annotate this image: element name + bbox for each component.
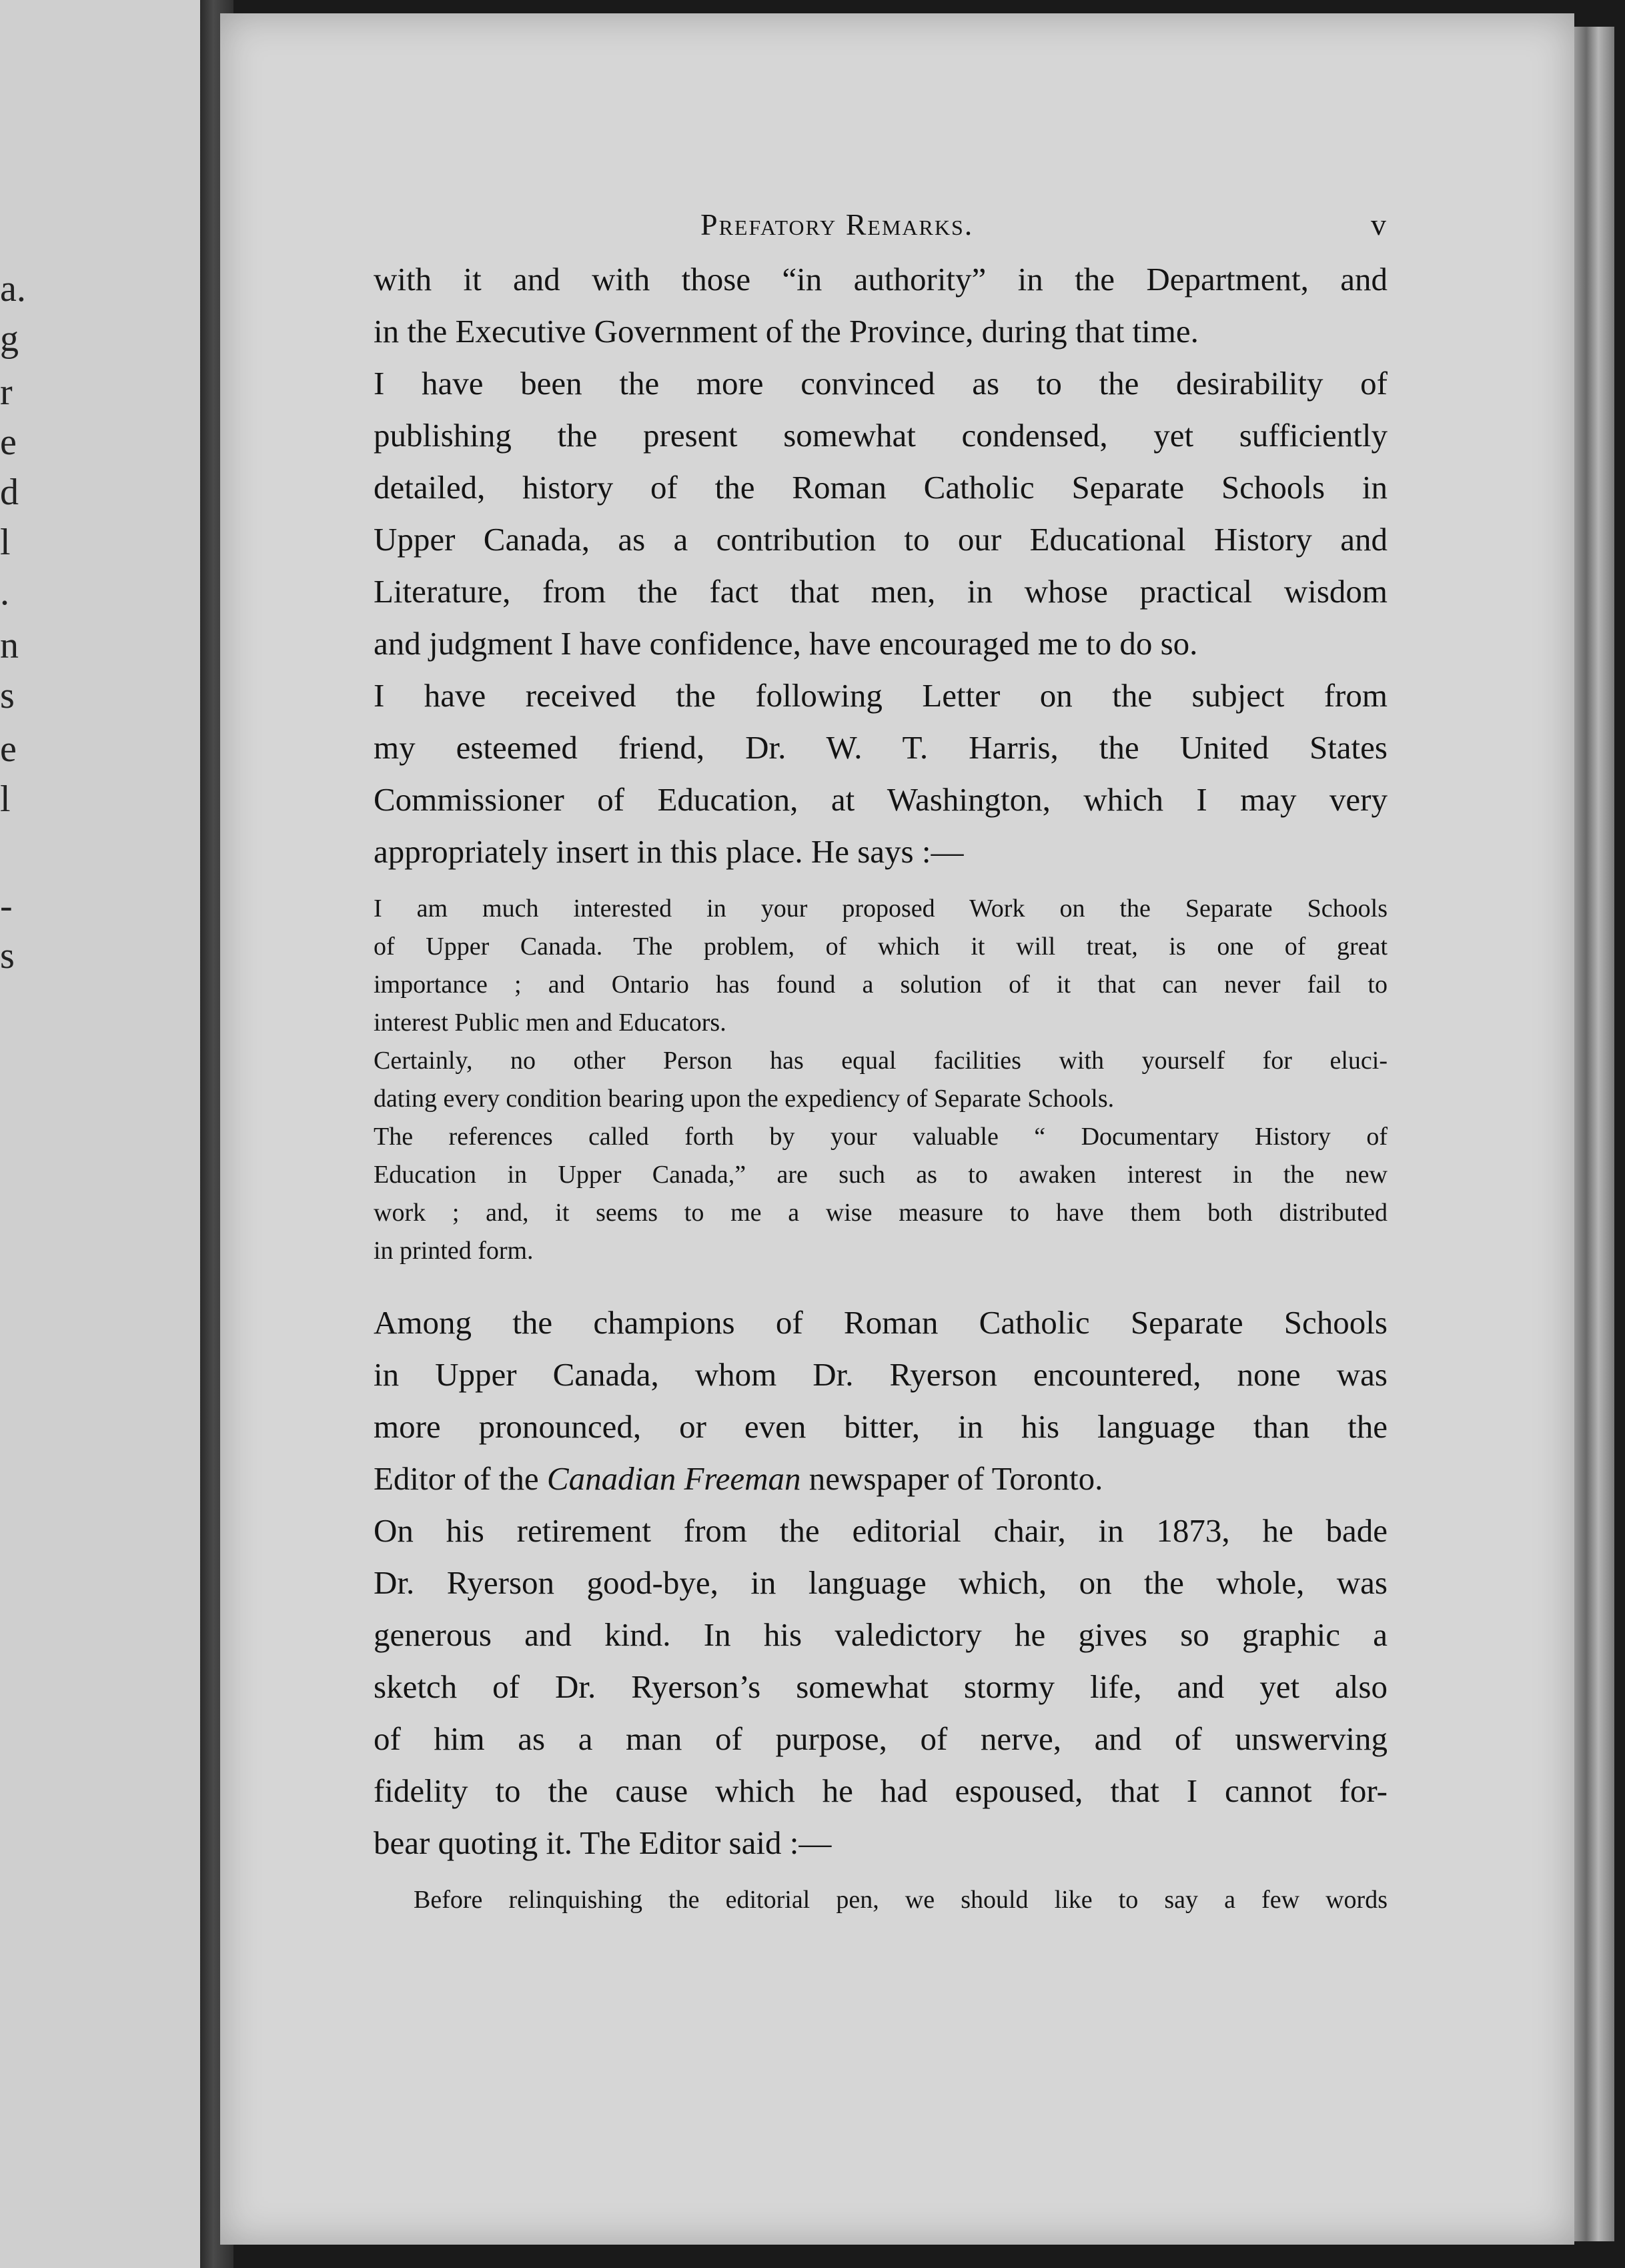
page-text bbox=[374, 207, 1388, 1919]
quote-line: The references called forth by your valuable “ Documentary History of bbox=[374, 1123, 1388, 1151]
text-line: Upper Canada, as a contribution to our Educational History and bbox=[374, 521, 1388, 558]
paragraph bbox=[374, 358, 1388, 670]
block-quote bbox=[374, 1042, 1388, 1118]
text-line: Commissioner of Education, at Washington, which I may very bbox=[374, 781, 1388, 818]
page-number: v bbox=[1371, 207, 1388, 241]
text-line: On his retirement from the editorial chair, in 1873, he bade bbox=[374, 1512, 1388, 1549]
quote-line: in printed form. bbox=[374, 1237, 534, 1265]
facing-page-fragment: e bbox=[0, 422, 17, 463]
facing-page-fragment: . bbox=[0, 572, 9, 613]
facing-page-edge bbox=[0, 0, 213, 2268]
quote-line: dating every condition bearing upon the expediency of Separate Schools. bbox=[374, 1085, 1115, 1113]
text-line: detailed, history of the Roman Catholic Separate Schools in bbox=[374, 469, 1388, 506]
facing-page-fragment: - bbox=[0, 885, 13, 927]
page-stack-edge bbox=[1574, 27, 1614, 2241]
quote-line: Certainly, no other Person has equal facilities with yourself for eluci- bbox=[374, 1047, 1388, 1075]
text-line: my esteemed friend, Dr. W. T. Harris, the United States bbox=[374, 729, 1388, 766]
newspaper-title: Canadian Freeman bbox=[546, 1460, 801, 1497]
block-quote bbox=[374, 890, 1388, 1042]
text-line: publishing the present somewhat condensed, yet sufficiently bbox=[374, 417, 1388, 454]
facing-page-fragment: n bbox=[0, 625, 19, 666]
paragraph bbox=[374, 1297, 1388, 1505]
facing-page-fragment: s bbox=[0, 675, 15, 716]
text-line: I have been the more convinced as to the desirability of bbox=[374, 365, 1388, 402]
text-line: appropriately insert in this place. He says :— bbox=[374, 833, 964, 870]
quote-line: of Upper Canada. The problem, of which it will treat, is one of great bbox=[374, 933, 1388, 961]
text-line: bear quoting it. The Editor said :— bbox=[374, 1824, 832, 1861]
facing-page-fragment: a. bbox=[0, 268, 26, 310]
text-line: generous and kind. In his valedictory he gives so graphic a bbox=[374, 1616, 1388, 1653]
text-line: with it and with those “in authority” in the Department, and bbox=[374, 261, 1388, 298]
text-line: I have received the following Letter on the subject from bbox=[374, 677, 1388, 714]
facing-page-fragment: g bbox=[0, 318, 19, 360]
running-head bbox=[374, 207, 1388, 253]
quote-line: I am much interested in your proposed Work on the Separate Schools bbox=[374, 895, 1388, 923]
text-line: of him as a man of purpose, of nerve, and of unswerving bbox=[374, 1720, 1388, 1757]
facing-page-fragment: d bbox=[0, 472, 19, 513]
quote-line: Education in Upper Canada,” are such as to awaken interest in the new bbox=[374, 1161, 1388, 1189]
text-line: fidelity to the cause which he had espoused, that I cannot for- bbox=[374, 1772, 1388, 1809]
text-line: Literature, from the fact that men, in whose practical wisdom bbox=[374, 573, 1388, 610]
text-line: Among the champions of Roman Catholic Separate Schools bbox=[374, 1304, 1388, 1341]
facing-page-fragment: l bbox=[0, 778, 11, 820]
quote-line: interest Public men and Educators. bbox=[374, 1009, 726, 1037]
paragraph bbox=[374, 1505, 1388, 1869]
facing-page-fragment: l bbox=[0, 522, 11, 563]
text-line: and judgment I have confidence, have encouraged me to do so. bbox=[374, 625, 1198, 662]
text-run: Editor of the bbox=[374, 1460, 547, 1497]
quote-line: Before relinquishing the editorial pen, we should like to say a few words bbox=[414, 1886, 1388, 1914]
facing-page-fragment: s bbox=[0, 935, 15, 977]
quote-line: importance ; and Ontario has found a solution of it that can never fail to bbox=[374, 971, 1388, 999]
running-title: Prefatory Remarks. bbox=[700, 207, 974, 241]
text-line: more pronounced, or even bitter, in his language than the bbox=[374, 1408, 1388, 1445]
text-line: sketch of Dr. Ryerson’s somewhat stormy life, and yet also bbox=[374, 1668, 1388, 1705]
facing-page-fragment: e bbox=[0, 728, 17, 770]
text-line: Dr. Ryerson good-bye, in language which, on the whole, was bbox=[374, 1564, 1388, 1601]
facing-page-fragment: r bbox=[0, 372, 13, 413]
block-quote bbox=[374, 1118, 1388, 1270]
block-quote bbox=[374, 1881, 1388, 1919]
paragraph bbox=[374, 253, 1388, 358]
text-line: in Upper Canada, whom Dr. Ryerson encountered, none was bbox=[374, 1356, 1388, 1393]
text-line bbox=[374, 1453, 1388, 1505]
text-line: in the Executive Government of the Province, during that time. bbox=[374, 313, 1199, 350]
text-run: newspaper of Toronto. bbox=[800, 1460, 1103, 1497]
quote-line: work ; and, it seems to me a wise measure to have them both distributed bbox=[374, 1199, 1388, 1227]
paragraph bbox=[374, 670, 1388, 878]
